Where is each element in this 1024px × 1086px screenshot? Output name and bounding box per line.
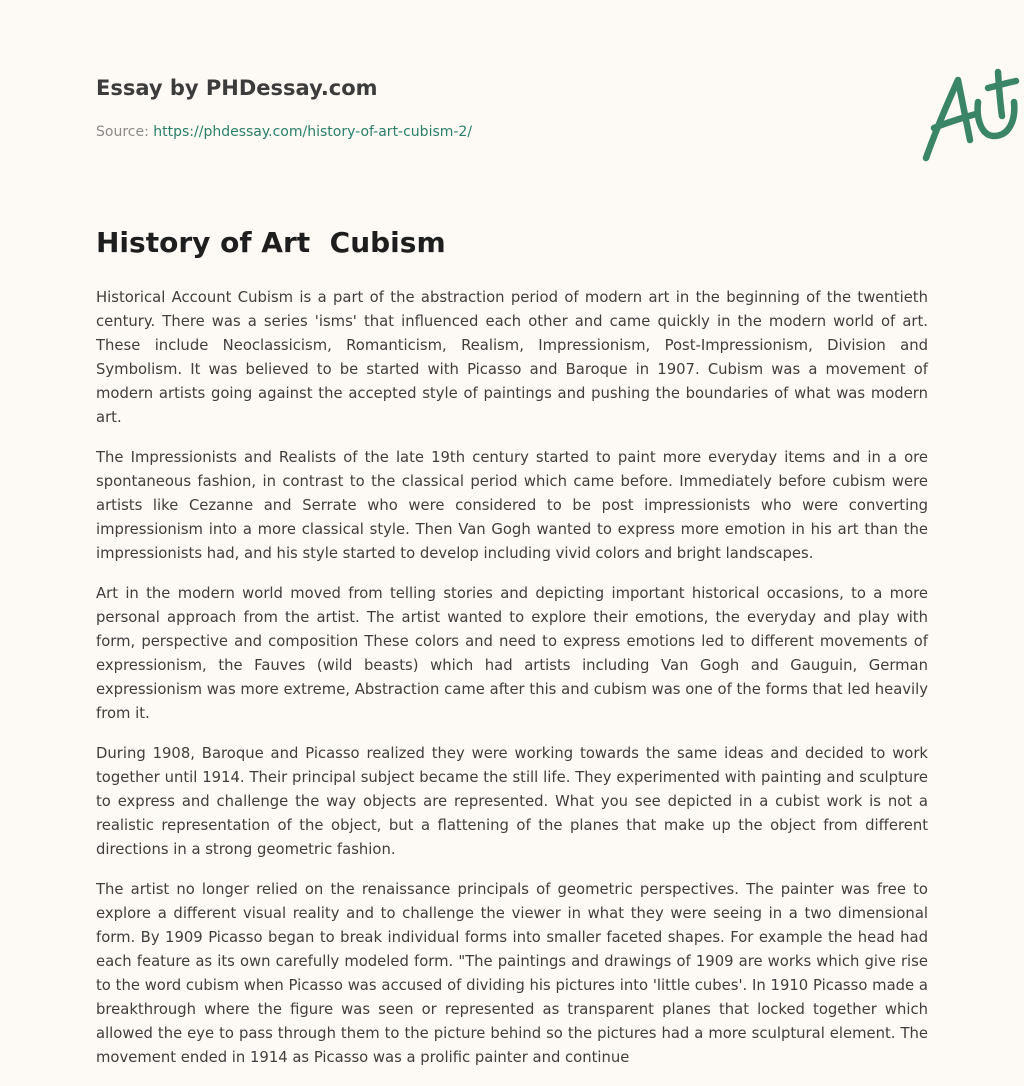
paragraph: During 1908, Baroque and Picasso realized they were working towards the same ideas and decided to work together until 1914. Their principal subject became the still life. They experimented with painting and sculpture to express and challenge the way objects are represented. What you see depicted in a cubist work is not a realistic representation of the object, but a flattening of the planes that make up the object from different directions in a strong geometric fashion. [96,745,928,858]
paragraph: The artist no longer relied on the renaissance principals of geometric perspectives. The painter was free to explore a different visual reality and to challenge the viewer in what they were seeing in a two dimensional form. By 1909 Picasso began to break individual forms into smaller faceted shapes. For example the head had each feature as its own carefully modeled form. "The paintings and drawings of 1909 are works which give rise to the word cubism when Picasso was accused of dividing his pictures into 'little cubes'. In 1910 Picasso made a breakthrough where the figure was seen or represented as transparent planes that locked together which allowed the eye to pass through them to the picture behind so the pictures had a more sculptural element. The movement ended in 1914 as Picasso was a prolific painter and continue [96,881,928,1066]
source-line [96,124,472,140]
paragraph: The Impressionists and Realists of the late 19th century started to paint more everyday items and in a ore spontaneous fashion, in contrast to the classical period which came before. Immediately before cubism were artists like Cezanne and Serrate who were considered to be post impressionists who were converting impressionism into a more classical style. Then Van Gogh wanted to express more emotion in his art than the impressionists had, and his style started to develop including vivid colors and bright landscapes. [96,449,928,562]
document-title: History of Art Cubism [96,226,446,259]
source-label: Source: [96,124,154,140]
a-plus-logo-icon [918,66,1024,166]
source-link[interactable]: https://phdessay.com/history-of-art-cubism-2/ [153,124,473,140]
essay-body [96,286,928,1086]
paragraph: Art in the modern world moved from telling stories and depicting important historical occasions, to a more personal approach from the artist. The artist wanted to explore their emotions, the everyday and play with form, perspective and composition These colors and need to express emotions led to different movements of expressionism, the Fauves (wild beasts) which had artists including Van Gogh and Gauguin, German expressionism was more extreme, Abstraction came after this and cubism was one of the forms that led heavily from it. [96,585,928,722]
site-title: Essay by PHDessay.com [96,76,378,100]
paragraph: Historical Account Cubism is a part of the abstraction period of modern art in the beginning of the twentieth century. There was a series 'isms' that influenced each other and came quickly in the modern world of art. These include Neoclassicism, Romanticism, Realism, Impressionism, Post-Impressionism, Division and Symbolism. It was believed to be started with Picasso and Baroque in 1907. Cubism was a movement of modern artists going against the accepted style of paintings and pushing the boundaries of what was modern art. [96,289,928,426]
